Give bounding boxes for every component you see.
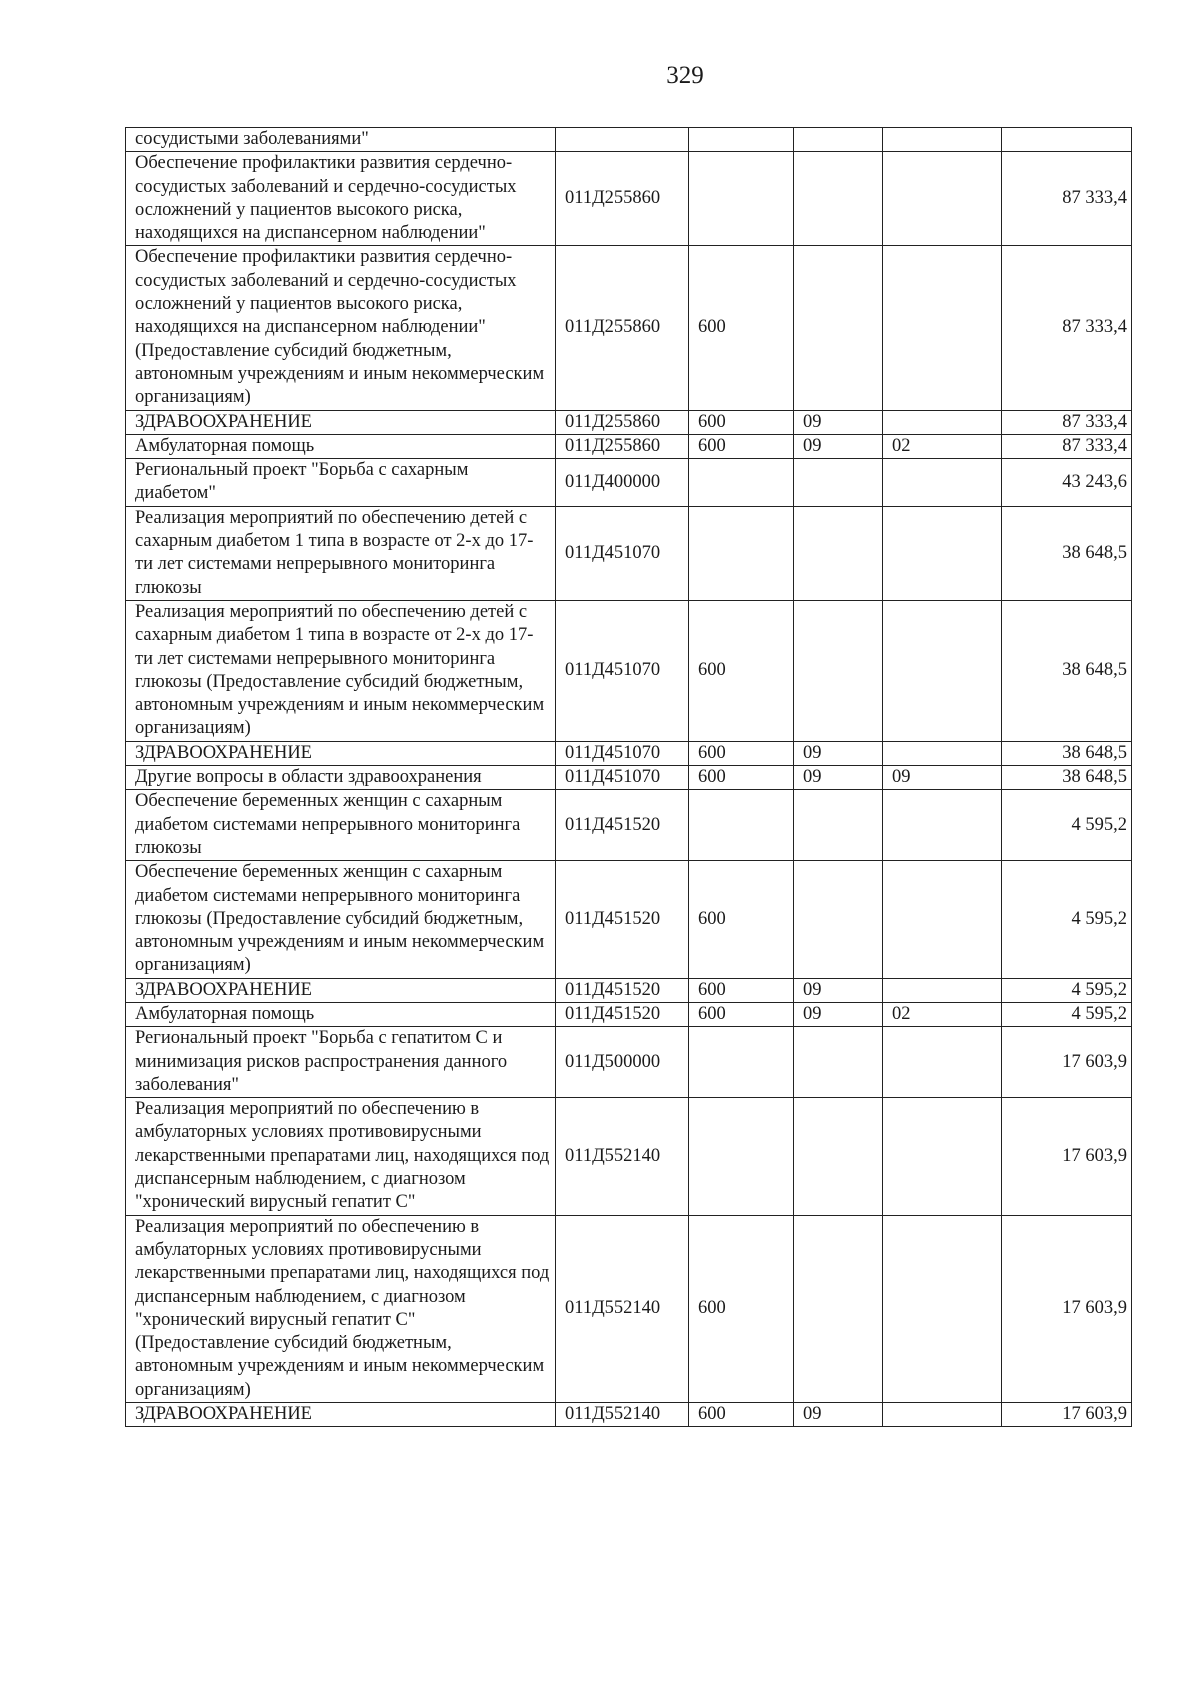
row-subsection-cell <box>883 1098 1002 1215</box>
row-code-cell: 011Д255860 <box>556 152 689 246</box>
row-name-cell: ЗДРАВООХРАНЕНИЕ <box>126 978 556 1002</box>
row-code-cell: 011Д451520 <box>556 978 689 1002</box>
row-expense-type-cell <box>689 459 794 507</box>
row-expense-type-cell: 600 <box>689 1403 794 1427</box>
table-row <box>126 1098 1132 1215</box>
row-section-cell: 09 <box>794 741 883 765</box>
row-subsection-cell <box>883 1215 1002 1402</box>
row-amount-cell: 38 648,5 <box>1002 766 1132 790</box>
row-code-cell: 011Д451070 <box>556 766 689 790</box>
row-code-cell: 011Д552140 <box>556 1098 689 1215</box>
row-subsection-cell: 02 <box>883 1002 1002 1026</box>
row-subsection-cell <box>883 152 1002 246</box>
row-amount-cell: 4 595,2 <box>1002 790 1132 861</box>
row-amount-cell: 17 603,9 <box>1002 1027 1132 1098</box>
table-row <box>126 861 1132 978</box>
row-expense-type-cell: 600 <box>689 1002 794 1026</box>
row-section-cell <box>794 152 883 246</box>
row-amount-cell: 38 648,5 <box>1002 600 1132 741</box>
row-section-cell <box>794 1027 883 1098</box>
row-expense-type-cell <box>689 1098 794 1215</box>
row-name-cell: Реализация мероприятий по обеспечению детей с сахарным диабетом 1 типа в возрасте от 2-х до 17-ти лет системами непрерывного мониторинга глюкозы (Предоставление субсидий бюджетным, автономным учреждениям и иным некоммерческим организациям) <box>126 600 556 741</box>
row-code-cell: 011Д255860 <box>556 434 689 458</box>
row-section-cell: 09 <box>794 978 883 1002</box>
row-expense-type-cell <box>689 128 794 152</box>
row-code-cell: 011Д451520 <box>556 1002 689 1026</box>
row-expense-type-cell: 600 <box>689 978 794 1002</box>
row-name-cell: ЗДРАВООХРАНЕНИЕ <box>126 741 556 765</box>
row-expense-type-cell: 600 <box>689 410 794 434</box>
row-section-cell <box>794 1098 883 1215</box>
row-code-cell: 011Д500000 <box>556 1027 689 1098</box>
row-name-cell: сосудистыми заболеваниями" <box>126 128 556 152</box>
table-row <box>126 978 1132 1002</box>
row-name-cell: Амбулаторная помощь <box>126 434 556 458</box>
row-expense-type-cell <box>689 1027 794 1098</box>
row-subsection-cell <box>883 790 1002 861</box>
page-number: 329 <box>666 62 704 89</box>
row-expense-type-cell: 600 <box>689 434 794 458</box>
row-amount-cell: 17 603,9 <box>1002 1403 1132 1427</box>
row-subsection-cell <box>883 459 1002 507</box>
row-section-cell <box>794 600 883 741</box>
table-row <box>126 1215 1132 1402</box>
row-code-cell: 011Д451070 <box>556 600 689 741</box>
row-code-cell: 011Д255860 <box>556 246 689 410</box>
row-amount-cell: 38 648,5 <box>1002 506 1132 600</box>
row-amount-cell: 87 333,4 <box>1002 410 1132 434</box>
table-row <box>126 410 1132 434</box>
row-name-cell: Реализация мероприятий по обеспечению в амбулаторных условиях противовирусными лекарственными препаратами лиц, находящихся под диспансерным наблюдением, с диагнозом "хронический вирусный гепатит С" <box>126 1098 556 1215</box>
row-section-cell: 09 <box>794 766 883 790</box>
row-amount-cell: 87 333,4 <box>1002 152 1132 246</box>
row-subsection-cell <box>883 1403 1002 1427</box>
row-name-cell: Амбулаторная помощь <box>126 1002 556 1026</box>
row-amount-cell: 43 243,6 <box>1002 459 1132 507</box>
row-name-cell: Обеспечение профилактики развития сердечно-сосудистых заболеваний и сердечно-сосудистых осложнений у пациентов высокого риска, находящихся на диспансерном наблюдении" (Предоставление субсидий бюджетным, автономным учреждениям и иным некоммерческим организациям) <box>126 246 556 410</box>
row-expense-type-cell: 600 <box>689 600 794 741</box>
row-section-cell <box>794 459 883 507</box>
row-amount-cell: 4 595,2 <box>1002 1002 1132 1026</box>
row-section-cell <box>794 128 883 152</box>
row-name-cell: Региональный проект "Борьба с сахарным диабетом" <box>126 459 556 507</box>
row-code-cell: 011Д451520 <box>556 861 689 978</box>
row-name-cell: Другие вопросы в области здравоохранения <box>126 766 556 790</box>
row-name-cell: Обеспечение беременных женщин с сахарным диабетом системами непрерывного мониторинга глюкозы <box>126 790 556 861</box>
row-subsection-cell <box>883 741 1002 765</box>
row-amount-cell: 17 603,9 <box>1002 1098 1132 1215</box>
row-expense-type-cell: 600 <box>689 861 794 978</box>
row-name-cell: Обеспечение беременных женщин с сахарным диабетом системами непрерывного мониторинга глюкозы (Предоставление субсидий бюджетным, автономным учреждениям и иным некоммерческим организациям) <box>126 861 556 978</box>
row-code-cell: 011Д552140 <box>556 1403 689 1427</box>
table-row <box>126 600 1132 741</box>
row-subsection-cell: 09 <box>883 766 1002 790</box>
table-row <box>126 128 1132 152</box>
row-subsection-cell <box>883 1027 1002 1098</box>
row-section-cell: 09 <box>794 434 883 458</box>
row-name-cell: Региональный проект "Борьба с гепатитом С и минимизация рисков распространения данного заболевания" <box>126 1027 556 1098</box>
table-row <box>126 741 1132 765</box>
row-section-cell: 09 <box>794 410 883 434</box>
table-row <box>126 152 1132 246</box>
row-amount-cell <box>1002 128 1132 152</box>
row-code-cell: 011Д451070 <box>556 506 689 600</box>
table-row <box>126 506 1132 600</box>
table-row <box>126 459 1132 507</box>
table-row <box>126 1027 1132 1098</box>
row-expense-type-cell: 600 <box>689 741 794 765</box>
row-code-cell: 011Д255860 <box>556 410 689 434</box>
row-section-cell <box>794 506 883 600</box>
row-amount-cell: 38 648,5 <box>1002 741 1132 765</box>
budget-table-body <box>126 128 1132 1427</box>
row-code-cell <box>556 128 689 152</box>
row-subsection-cell <box>883 506 1002 600</box>
row-subsection-cell: 02 <box>883 434 1002 458</box>
row-subsection-cell <box>883 410 1002 434</box>
row-expense-type-cell: 600 <box>689 246 794 410</box>
row-amount-cell: 87 333,4 <box>1002 246 1132 410</box>
row-amount-cell: 4 595,2 <box>1002 861 1132 978</box>
row-amount-cell: 4 595,2 <box>1002 978 1132 1002</box>
row-name-cell: Обеспечение профилактики развития сердечно-сосудистых заболеваний и сердечно-сосудистых осложнений у пациентов высокого риска, находящихся на диспансерном наблюдении" <box>126 152 556 246</box>
row-code-cell: 011Д400000 <box>556 459 689 507</box>
row-subsection-cell <box>883 128 1002 152</box>
table-row <box>126 434 1132 458</box>
row-expense-type-cell: 600 <box>689 1215 794 1402</box>
row-expense-type-cell <box>689 506 794 600</box>
row-section-cell: 09 <box>794 1403 883 1427</box>
table-row <box>126 246 1132 410</box>
row-name-cell: Реализация мероприятий по обеспечению детей с сахарным диабетом 1 типа в возрасте от 2-х до 17-ти лет системами непрерывного мониторинга глюкозы <box>126 506 556 600</box>
row-name-cell: ЗДРАВООХРАНЕНИЕ <box>126 1403 556 1427</box>
row-section-cell <box>794 1215 883 1402</box>
row-section-cell: 09 <box>794 1002 883 1026</box>
row-amount-cell: 17 603,9 <box>1002 1215 1132 1402</box>
row-subsection-cell <box>883 600 1002 741</box>
table-row <box>126 766 1132 790</box>
row-name-cell: Реализация мероприятий по обеспечению в амбулаторных условиях противовирусными лекарственными препаратами лиц, находящихся под диспансерным наблюдением, с диагнозом "хронический вирусный гепатит С" (Предоставление субсидий бюджетным, автономным учреждениям и иным некоммерческим организациям) <box>126 1215 556 1402</box>
table-row <box>126 790 1132 861</box>
row-expense-type-cell: 600 <box>689 766 794 790</box>
row-section-cell <box>794 790 883 861</box>
row-code-cell: 011Д451070 <box>556 741 689 765</box>
row-subsection-cell <box>883 246 1002 410</box>
budget-table <box>125 127 1132 1427</box>
row-expense-type-cell <box>689 790 794 861</box>
row-section-cell <box>794 861 883 978</box>
row-subsection-cell <box>883 861 1002 978</box>
row-expense-type-cell <box>689 152 794 246</box>
row-subsection-cell <box>883 978 1002 1002</box>
row-amount-cell: 87 333,4 <box>1002 434 1132 458</box>
row-name-cell: ЗДРАВООХРАНЕНИЕ <box>126 410 556 434</box>
row-section-cell <box>794 246 883 410</box>
table-row <box>126 1002 1132 1026</box>
row-code-cell: 011Д552140 <box>556 1215 689 1402</box>
table-row <box>126 1403 1132 1427</box>
row-code-cell: 011Д451520 <box>556 790 689 861</box>
